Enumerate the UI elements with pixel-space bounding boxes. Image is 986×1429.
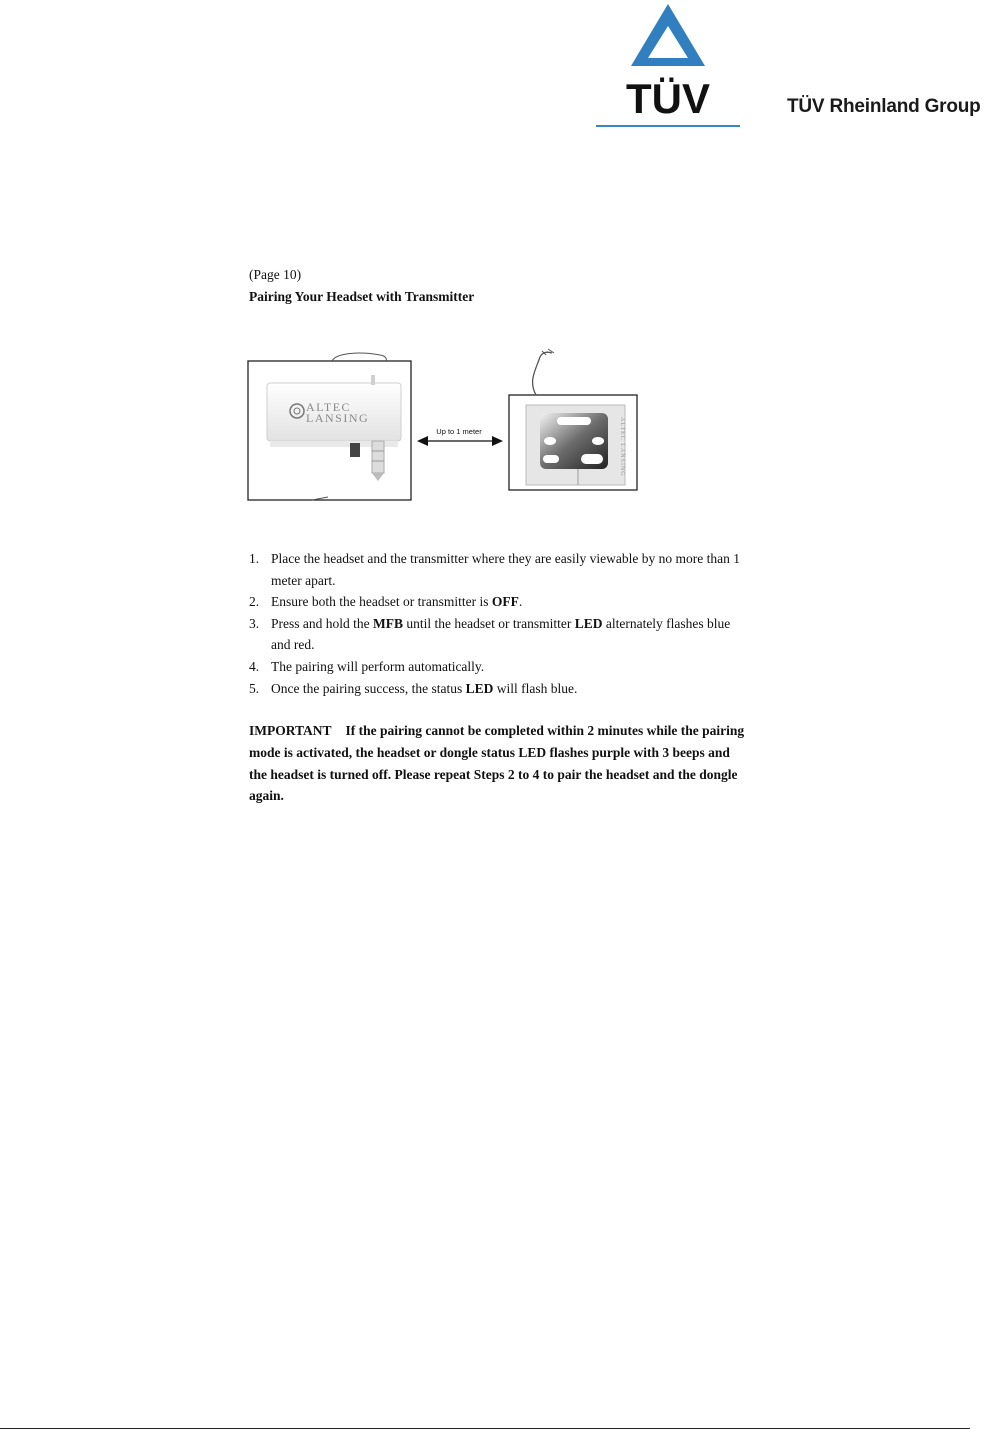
important-text: If the pairing cannot be completed within 2 minutes while the pairing mode is activated, the headset or dongle status LED flashes purple with 3 beeps and the headset is turned off. Please repeat Steps 2 to 4 to pair the headset and the dongle again. [249, 723, 745, 804]
headset-brand-line1: ALTEC [306, 400, 352, 414]
step-number: 2. [249, 594, 260, 610]
important-lead: IMPORTANT [249, 723, 332, 738]
step-number: 4. [249, 658, 260, 674]
step-number: 5. [249, 680, 260, 696]
step-item [249, 678, 749, 700]
step-text: until the headset or transmitter [403, 615, 575, 631]
section-title: Pairing Your Headset with Transmitter [249, 289, 475, 304]
step-number: 1. [249, 551, 260, 566]
transmitter-device-icon [509, 349, 637, 490]
step-text: . [518, 594, 523, 610]
transmitter-side-text: ALTEC LANSING [619, 417, 625, 477]
step-item [249, 656, 749, 678]
step-emphasis: MFB [373, 615, 403, 631]
tuv-logo-text: TÜV [626, 75, 710, 122]
step-number: 3. [249, 615, 260, 631]
step-text: will flash blue. [493, 680, 578, 696]
page-label: (Page 10) [249, 267, 302, 282]
step-item [249, 591, 749, 613]
arrow-label: Up to 1 meter [436, 427, 482, 436]
step-emphasis: LED [465, 680, 494, 696]
step-text: alternately flashes blue and red. [271, 615, 731, 653]
step-emphasis: LED [574, 615, 603, 631]
group-name: TÜV Rheinland Group [787, 96, 981, 117]
steps-list [249, 548, 749, 699]
step-emphasis: OFF [491, 594, 519, 610]
step-item [249, 548, 749, 591]
step-text: Ensure both the headset or transmitter is [271, 594, 492, 610]
step-text: Once the pairing success, the status [271, 680, 466, 696]
step-text: Press and hold the [271, 615, 373, 631]
double-arrow-icon [417, 427, 503, 446]
tuv-logo [616, 2, 720, 122]
pairing-figure [240, 345, 650, 507]
header-rule [596, 125, 740, 127]
important-note [249, 720, 749, 807]
step-item [249, 613, 749, 656]
step-text: Place the headset and the transmitter where they are easily viewable by no more than 1 meter apart. [271, 551, 740, 588]
headset-device-icon [248, 353, 411, 500]
step-text: The pairing will perform automatically. [271, 658, 485, 674]
headset-brand-line2: LANSING [306, 411, 370, 425]
